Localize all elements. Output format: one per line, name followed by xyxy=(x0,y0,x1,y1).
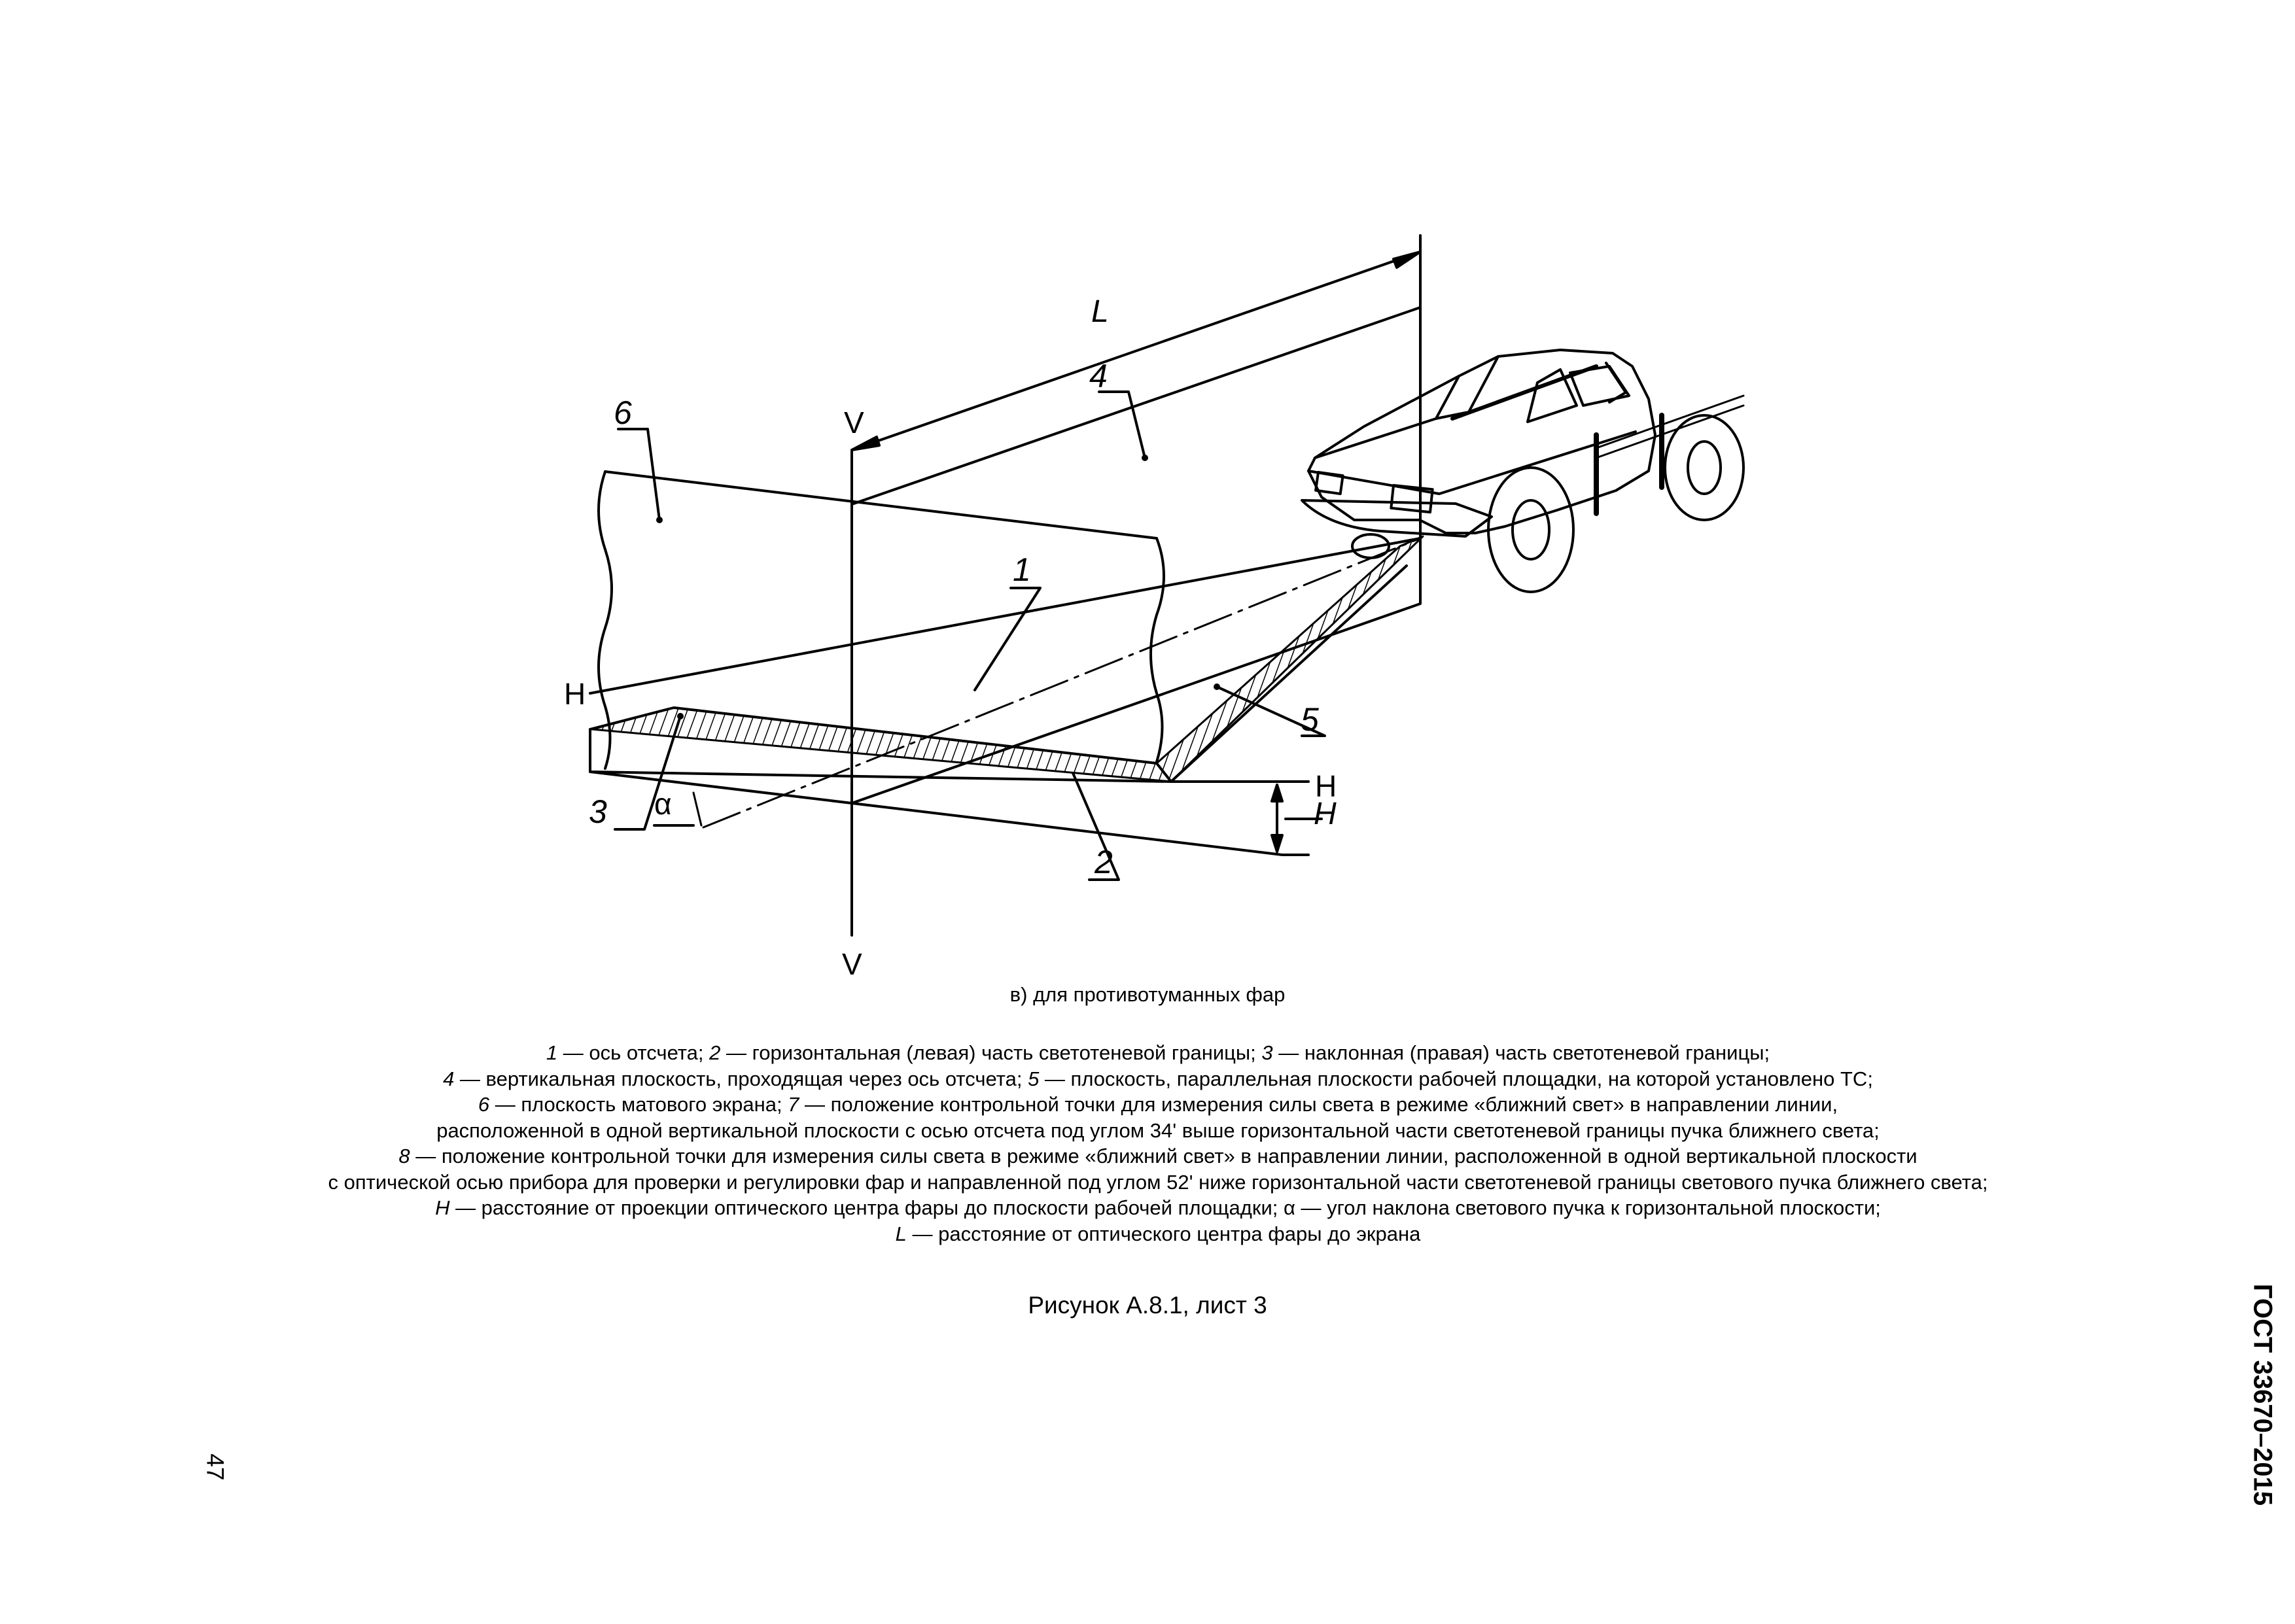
h-line xyxy=(590,538,1420,693)
legend-ref: 3 xyxy=(1261,1041,1273,1064)
label-h-dim: H xyxy=(1314,797,1337,831)
subcaption: в) для противотуманных фар xyxy=(1009,983,1286,1006)
legend-line-5 xyxy=(222,1143,2094,1169)
screen-plane-outline xyxy=(605,472,1157,538)
legend xyxy=(222,1040,2094,1247)
legend-ref: 4 xyxy=(443,1067,455,1090)
callout-6: 6 xyxy=(614,394,632,431)
legend-line-8 xyxy=(222,1221,2094,1247)
legend-ref: 1 xyxy=(546,1041,558,1064)
legend-text: — положение контрольной точки для измерения силы света в режиме «ближний свет» в направлении линии, расположенной в одной вертикальной плоскости xyxy=(410,1145,1918,1167)
reference-axis xyxy=(703,538,1420,827)
legend-text: — вертикальная плоскость, проходящая через ось отсчета; xyxy=(454,1067,1028,1090)
callout-4: 4 xyxy=(1089,358,1108,394)
figure-caption: Рисунок А.8.1, лист 3 xyxy=(1028,1292,1267,1319)
callout-2: 2 xyxy=(1095,844,1113,880)
page-number: 47 xyxy=(201,1453,229,1481)
legend-ref: 8 xyxy=(398,1145,410,1167)
vehicle-illustration xyxy=(1302,350,1743,592)
screen-right-break xyxy=(1151,538,1164,762)
label-l-dim: L xyxy=(1091,294,1109,329)
legend-ref: 7 xyxy=(788,1093,799,1116)
legend-line-2 xyxy=(222,1066,2094,1092)
legend-ref: H xyxy=(435,1196,450,1219)
legend-text: — плоскость матового экрана; xyxy=(489,1093,788,1116)
cutoff-strip-inclined xyxy=(1157,536,1423,782)
legend-ref: 2 xyxy=(709,1041,721,1064)
legend-line-4: расположенной в одной вертикальной плоскости с осью отсчета под углом 34' выше горизонтальной части светотеневой границы пучка ближнего света; xyxy=(436,1118,1880,1142)
label-v-bottom: V xyxy=(842,947,862,981)
legend-text: — ось отсчета; xyxy=(557,1041,710,1064)
label-h-right: H xyxy=(1315,769,1337,803)
legend-line-7 xyxy=(222,1195,2094,1221)
callout-1: 1 xyxy=(1013,551,1031,588)
document-code: ГОСТ 33670–2015 xyxy=(2248,1283,2277,1506)
label-v-top: V xyxy=(844,406,864,440)
legend-ref: 5 xyxy=(1028,1067,1040,1090)
label-alpha: α xyxy=(654,787,672,821)
legend-ref: L xyxy=(895,1222,907,1245)
legend-text: — расстояние от проекции оптического центра фары до плоскости рабочей площадки; α — угол наклона светового пучка к горизонтальной плоскости; xyxy=(449,1196,1881,1219)
legend-text: — наклонная (правая) часть светотеневой границы; xyxy=(1272,1041,1770,1064)
legend-text: — горизонтальная (левая) часть светотеневой границы; xyxy=(720,1041,1262,1064)
legend-line-1 xyxy=(222,1040,2094,1066)
callout-3: 3 xyxy=(589,793,607,830)
legend-text: — расстояние от оптического центра фары до экрана xyxy=(906,1222,1421,1245)
label-h-left: H xyxy=(564,677,586,711)
legend-text: — положение контрольной точки для измерения силы света в режиме «ближний свет» в направлении линии, xyxy=(799,1093,1838,1116)
legend-ref: 6 xyxy=(478,1093,490,1116)
legend-line-3 xyxy=(222,1092,2094,1118)
callout-5: 5 xyxy=(1301,701,1319,738)
legend-line-6: с оптической осью прибора для проверки и регулировки фар и направленной под углом 52' ниже горизонтальной части светотеневой границы светового пучка ближнего света; xyxy=(328,1170,1988,1194)
legend-text: — плоскость, параллельная плоскости рабочей площадки, на которой установлено ТС; xyxy=(1039,1067,1873,1090)
